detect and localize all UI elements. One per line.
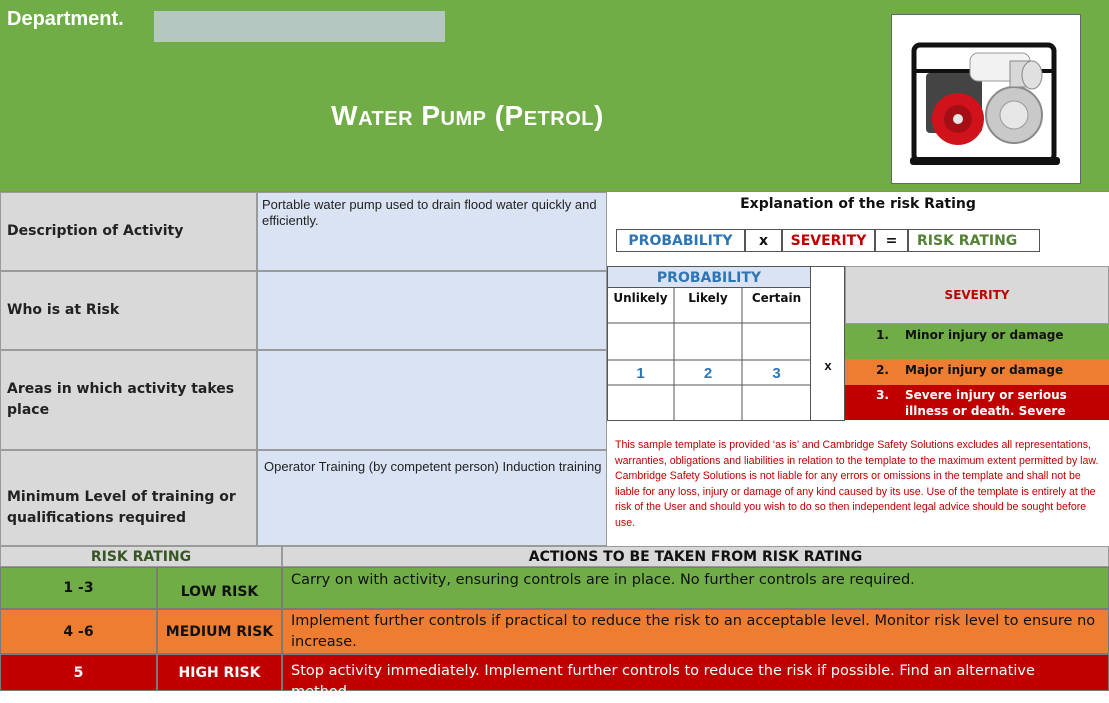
probability-col-likely: Likely: [688, 291, 728, 305]
risk-range-medium: 4 -6: [0, 609, 157, 654]
formula-risk-rating: RISK RATING: [908, 229, 1040, 252]
probability-header: PROBABILITY: [656, 270, 762, 286]
areas-field[interactable]: [257, 350, 607, 450]
severity-row-severe: [845, 385, 1109, 434]
description-label: Description of Activity: [0, 192, 257, 271]
who-at-risk-field[interactable]: [257, 271, 607, 350]
page-title: Water Pump (Petrol): [331, 100, 604, 131]
who-at-risk-label: Who is at Risk: [0, 271, 257, 350]
risk-level-medium: MEDIUM RISK: [157, 609, 282, 654]
severity-row-major: [845, 359, 1109, 385]
probability-col-unlikely: Unlikely: [613, 291, 668, 305]
risk-level-high: HIGH RISK: [157, 654, 282, 691]
department-label: Department.: [7, 8, 124, 30]
risk-level-low: LOW RISK: [157, 567, 282, 609]
formula-times: x: [745, 229, 782, 252]
explanation-title: Explanation of the risk Rating: [740, 196, 976, 212]
header-banner: [0, 0, 1109, 192]
risk-action-high: Stop activity immediately. Implement further controls to reduce the risk if possible. Find an alternative method.: [282, 654, 1109, 691]
risk-range-high: 5: [0, 654, 157, 691]
risk-rating-header: RISK RATING: [0, 546, 282, 567]
risk-action-medium: Implement further controls if practical to reduce the risk to an acceptable level. Monitor risk level to ensure no increase.: [282, 609, 1109, 654]
risk-action-low: Carry on with activity, ensuring controls are in place. No further controls are required.: [282, 567, 1109, 609]
training-field[interactable]: Operator Training (by competent person) Induction training: [257, 450, 607, 546]
training-label: Minimum Level of training or qualifications required: [0, 450, 257, 546]
description-field[interactable]: Portable water pump used to drain flood water quickly and efficiently.: [257, 192, 607, 271]
probability-value-1: 1: [636, 364, 645, 382]
formula-equals: =: [875, 229, 908, 252]
severity-text: Major injury or damage: [905, 363, 1064, 377]
severity-num: 3.: [876, 388, 889, 402]
severity-num: 1.: [876, 328, 889, 342]
probability-value-3: 3: [772, 364, 781, 382]
probability-times-sign: x: [824, 357, 832, 373]
disclaimer-text: This sample template is provided ‘as is’ and Cambridge Safety Solutions excludes all representations, warranties, obligations and liabilities in relation to the template to the maximum extent permitted by law. Cambridge Safety Solutions is not liable for any errors or omissions in the template and shall not be liable for any loss, injury or damage of any kind caused by its use. Use of the template is entirely at the risk of the User and should you wish to do so then independent legal advice should be sought before use.: [615, 439, 1099, 529]
water-pump-photo: [891, 14, 1081, 184]
severity-row-minor: [845, 324, 1109, 359]
department-input[interactable]: [154, 11, 445, 42]
severity-text: Severe injury or serious illness or death. Severe damage: [905, 388, 1067, 434]
water-pump-icon: [892, 15, 1080, 183]
formula-probability: PROBABILITY: [616, 229, 745, 252]
severity-text: Minor injury or damage: [905, 328, 1064, 342]
severity-num: 2.: [876, 363, 889, 377]
severity-header: SEVERITY: [845, 266, 1109, 324]
formula-severity: SEVERITY: [782, 229, 875, 252]
actions-header: ACTIONS TO BE TAKEN FROM RISK RATING: [282, 546, 1109, 567]
probability-col-certain: Certain: [751, 291, 802, 305]
probability-value-2: 2: [703, 364, 713, 382]
areas-label: Areas in which activity takes place: [0, 350, 257, 450]
risk-range-low: 1 -3: [0, 567, 157, 609]
